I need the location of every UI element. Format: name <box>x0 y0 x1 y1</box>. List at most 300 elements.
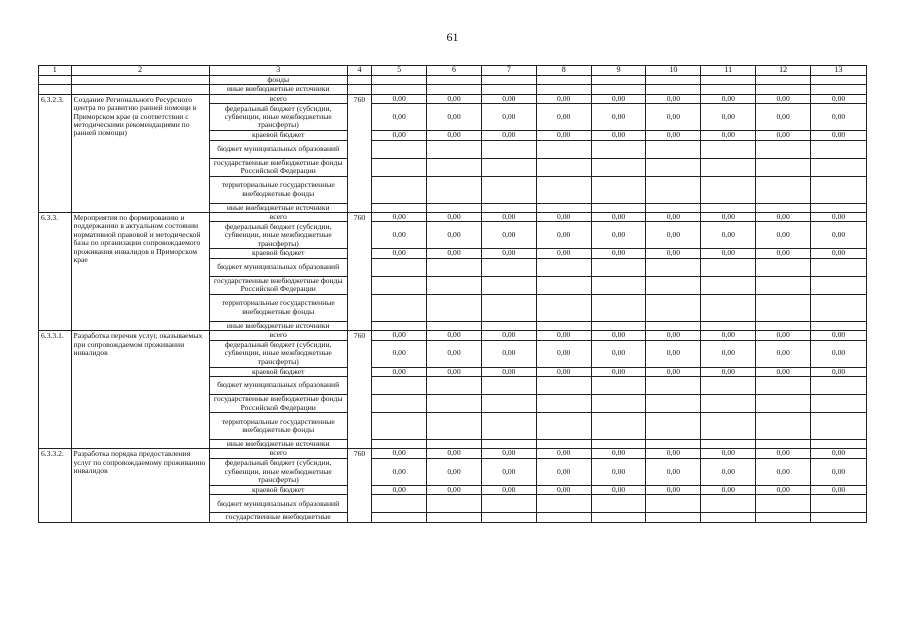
value-cell <box>481 203 536 212</box>
name-cell <box>71 85 209 94</box>
value-cell <box>427 258 482 276</box>
value-cell: 0,00 <box>536 449 591 458</box>
page-number: 61 <box>446 30 459 44</box>
value-cell <box>372 395 427 413</box>
value-cell <box>701 176 756 203</box>
value-cell: 0,00 <box>646 485 701 494</box>
item-name-cell: Мероприятия по формированию и поддержанию в актуальном состоянии нормативной правовой и методической базы по организации сопровождаемого проживания инвалидов в Приморском крае <box>71 213 209 331</box>
value-cell <box>536 158 591 176</box>
value-cell: 0,00 <box>427 485 482 494</box>
value-cell: 0,00 <box>591 367 646 376</box>
source-cell: бюджет муниципальных образований <box>209 495 347 513</box>
col4-cell: 760 <box>347 213 371 331</box>
value-cell: 0,00 <box>427 222 482 249</box>
column-header: 10 <box>646 66 701 76</box>
value-cell <box>756 76 811 85</box>
value-cell: 0,00 <box>536 485 591 494</box>
value-cell <box>756 413 811 440</box>
value-cell <box>372 258 427 276</box>
value-cell <box>756 85 811 94</box>
source-cell: государственные внебюджетные фонды Российской Федерации <box>209 158 347 176</box>
value-cell <box>481 158 536 176</box>
table-body <box>39 66 867 523</box>
value-cell: 0,00 <box>701 94 756 103</box>
value-cell: 0,00 <box>427 458 482 485</box>
value-cell <box>701 85 756 94</box>
item-name-cell: Создание Регионального Ресурсного центра по развитию ранней помощи в Приморском крае (в соответствии с методическими рекомендациями по ранней помощи) <box>71 94 209 212</box>
value-cell: 0,00 <box>591 449 646 458</box>
value-cell: 0,00 <box>591 131 646 140</box>
value-cell <box>591 321 646 330</box>
value-cell: 0,00 <box>701 367 756 376</box>
value-cell: 0,00 <box>591 213 646 222</box>
item-code-cell: 6.3.3.2. <box>39 449 72 522</box>
value-cell: 0,00 <box>591 458 646 485</box>
source-cell: иные внебюджетные источники <box>209 203 347 212</box>
value-cell: 0,00 <box>372 94 427 103</box>
value-cell: 0,00 <box>756 222 811 249</box>
value-cell: 0,00 <box>811 249 867 258</box>
value-cell: 0,00 <box>811 340 867 367</box>
value-cell <box>536 395 591 413</box>
source-cell: государственные внебюджетные фонды Российской Федерации <box>209 395 347 413</box>
column-header: 8 <box>536 66 591 76</box>
value-cell <box>372 495 427 513</box>
value-cell <box>646 294 701 321</box>
source-cell: бюджет муниципальных образований <box>209 258 347 276</box>
column-header: 7 <box>481 66 536 76</box>
value-cell: 0,00 <box>481 340 536 367</box>
value-cell <box>646 495 701 513</box>
source-cell: краевой бюджет <box>209 485 347 494</box>
value-cell: 0,00 <box>756 131 811 140</box>
source-cell: федеральный бюджет (субсидии, субвенции, иные межбюджетные трансферты) <box>209 340 347 367</box>
source-cell: территориальные государственные внебюджетные фонды <box>209 413 347 440</box>
value-cell <box>701 440 756 449</box>
value-cell <box>646 85 701 94</box>
column-header: 1 <box>39 66 72 76</box>
value-cell <box>536 276 591 294</box>
value-cell <box>756 377 811 395</box>
value-cell: 0,00 <box>756 340 811 367</box>
value-cell <box>481 140 536 158</box>
value-cell <box>646 395 701 413</box>
value-cell <box>427 495 482 513</box>
value-cell <box>427 377 482 395</box>
value-cell <box>756 513 811 522</box>
value-cell <box>481 276 536 294</box>
value-cell <box>701 321 756 330</box>
value-cell: 0,00 <box>481 104 536 131</box>
source-cell: территориальные государственные внебюджетные фонды <box>209 294 347 321</box>
value-cell <box>372 413 427 440</box>
value-cell: 0,00 <box>372 449 427 458</box>
value-cell: 0,00 <box>427 104 482 131</box>
budget-table <box>38 65 867 523</box>
value-cell: 0,00 <box>646 340 701 367</box>
value-cell: 0,00 <box>536 458 591 485</box>
value-cell: 0,00 <box>701 331 756 340</box>
value-cell <box>536 495 591 513</box>
value-cell <box>591 85 646 94</box>
value-cell: 0,00 <box>536 104 591 131</box>
value-cell <box>811 85 867 94</box>
value-cell <box>591 440 646 449</box>
source-cell: бюджет муниципальных образований <box>209 377 347 395</box>
col4-cell <box>347 76 371 85</box>
source-cell: государственные внебюджетные фонды Российской Федерации <box>209 276 347 294</box>
value-cell: 0,00 <box>427 249 482 258</box>
value-cell <box>427 176 482 203</box>
value-cell <box>701 203 756 212</box>
value-cell <box>481 413 536 440</box>
item-name-cell: Разработка порядка предоставления услуг по сопровождаемому проживанию инвалидов <box>71 449 209 522</box>
source-cell: всего <box>209 449 347 458</box>
value-cell: 0,00 <box>372 340 427 367</box>
value-cell: 0,00 <box>646 222 701 249</box>
value-cell: 0,00 <box>372 367 427 376</box>
column-header: 9 <box>591 66 646 76</box>
source-cell: федеральный бюджет (субсидии, субвенции, иные межбюджетные трансферты) <box>209 458 347 485</box>
value-cell <box>481 513 536 522</box>
value-cell: 0,00 <box>481 485 536 494</box>
value-cell: 0,00 <box>701 340 756 367</box>
value-cell: 0,00 <box>372 104 427 131</box>
value-cell <box>481 440 536 449</box>
value-cell <box>427 440 482 449</box>
value-cell <box>372 513 427 522</box>
value-cell: 0,00 <box>646 94 701 103</box>
value-cell <box>701 413 756 440</box>
value-cell: 0,00 <box>372 222 427 249</box>
value-cell <box>591 76 646 85</box>
value-cell <box>536 413 591 440</box>
value-cell <box>427 76 482 85</box>
value-cell <box>427 321 482 330</box>
name-cell <box>71 76 209 85</box>
value-cell: 0,00 <box>591 104 646 131</box>
value-cell <box>481 258 536 276</box>
value-cell: 0,00 <box>701 249 756 258</box>
value-cell: 0,00 <box>591 94 646 103</box>
source-cell: федеральный бюджет (субсидии, субвенции, иные межбюджетные трансферты) <box>209 104 347 131</box>
value-cell <box>481 495 536 513</box>
source-cell: территориальные государственные внебюджетные фонды <box>209 176 347 203</box>
value-cell: 0,00 <box>372 458 427 485</box>
value-cell <box>811 176 867 203</box>
value-cell <box>372 294 427 321</box>
value-cell: 0,00 <box>756 213 811 222</box>
value-cell: 0,00 <box>481 131 536 140</box>
value-cell: 0,00 <box>646 213 701 222</box>
value-cell <box>536 203 591 212</box>
value-cell <box>701 76 756 85</box>
value-cell: 0,00 <box>536 131 591 140</box>
value-cell <box>481 76 536 85</box>
value-cell: 0,00 <box>811 131 867 140</box>
value-cell <box>646 158 701 176</box>
value-cell <box>591 158 646 176</box>
value-cell: 0,00 <box>811 222 867 249</box>
value-cell: 0,00 <box>756 485 811 494</box>
value-cell <box>481 395 536 413</box>
value-cell <box>591 140 646 158</box>
value-cell: 0,00 <box>811 367 867 376</box>
col4-cell: 760 <box>347 331 371 449</box>
source-cell: всего <box>209 213 347 222</box>
value-cell: 0,00 <box>701 222 756 249</box>
item-code-cell: 6.3.2.3. <box>39 94 72 212</box>
column-header: 4 <box>347 66 371 76</box>
value-cell <box>646 203 701 212</box>
value-cell <box>427 513 482 522</box>
value-cell: 0,00 <box>481 367 536 376</box>
value-cell: 0,00 <box>701 213 756 222</box>
item-code-cell: 6.3.3. <box>39 213 72 331</box>
value-cell <box>701 513 756 522</box>
value-cell: 0,00 <box>536 331 591 340</box>
value-cell: 0,00 <box>372 331 427 340</box>
value-cell <box>701 294 756 321</box>
value-cell: 0,00 <box>811 449 867 458</box>
value-cell: 0,00 <box>646 104 701 131</box>
value-cell: 0,00 <box>646 458 701 485</box>
value-cell: 0,00 <box>591 485 646 494</box>
value-cell: 0,00 <box>701 131 756 140</box>
value-cell <box>536 294 591 321</box>
value-cell <box>427 294 482 321</box>
column-header: 11 <box>701 66 756 76</box>
value-cell <box>756 495 811 513</box>
table-row <box>39 449 867 458</box>
value-cell <box>591 276 646 294</box>
value-cell <box>756 395 811 413</box>
value-cell <box>372 176 427 203</box>
value-cell: 0,00 <box>811 104 867 131</box>
source-cell: иные внебюджетные источники <box>209 440 347 449</box>
source-cell: краевой бюджет <box>209 131 347 140</box>
value-cell: 0,00 <box>756 94 811 103</box>
value-cell <box>756 158 811 176</box>
value-cell <box>372 158 427 176</box>
value-cell: 0,00 <box>536 249 591 258</box>
value-cell: 0,00 <box>536 213 591 222</box>
value-cell <box>646 413 701 440</box>
value-cell: 0,00 <box>701 104 756 131</box>
value-cell <box>646 377 701 395</box>
table-row <box>39 94 867 103</box>
value-cell <box>811 276 867 294</box>
value-cell <box>756 276 811 294</box>
value-cell: 0,00 <box>591 222 646 249</box>
value-cell <box>811 495 867 513</box>
value-cell <box>811 294 867 321</box>
value-cell <box>646 258 701 276</box>
value-cell <box>481 377 536 395</box>
value-cell <box>646 440 701 449</box>
value-cell: 0,00 <box>481 222 536 249</box>
value-cell <box>372 76 427 85</box>
table-row <box>39 85 867 94</box>
value-cell: 0,00 <box>427 213 482 222</box>
value-cell <box>591 203 646 212</box>
value-cell: 0,00 <box>756 449 811 458</box>
column-header: 3 <box>209 66 347 76</box>
value-cell <box>536 321 591 330</box>
value-cell <box>427 85 482 94</box>
value-cell <box>481 321 536 330</box>
value-cell: 0,00 <box>756 367 811 376</box>
value-cell <box>701 140 756 158</box>
col4-cell <box>347 85 371 94</box>
source-cell: бюджет муниципальных образований <box>209 140 347 158</box>
value-cell: 0,00 <box>536 367 591 376</box>
value-cell <box>536 513 591 522</box>
value-cell <box>536 140 591 158</box>
value-cell <box>591 377 646 395</box>
value-cell <box>811 377 867 395</box>
value-cell <box>372 377 427 395</box>
value-cell: 0,00 <box>811 213 867 222</box>
value-cell <box>811 513 867 522</box>
budget-table-container <box>38 65 867 523</box>
source-cell: всего <box>209 94 347 103</box>
value-cell <box>591 395 646 413</box>
table-row <box>39 213 867 222</box>
value-cell <box>811 203 867 212</box>
value-cell <box>372 203 427 212</box>
value-cell: 0,00 <box>646 367 701 376</box>
value-cell: 0,00 <box>427 94 482 103</box>
value-cell <box>646 140 701 158</box>
value-cell <box>427 203 482 212</box>
code-cell <box>39 85 72 94</box>
value-cell <box>591 258 646 276</box>
value-cell: 0,00 <box>536 340 591 367</box>
value-cell <box>646 321 701 330</box>
value-cell <box>536 76 591 85</box>
value-cell: 0,00 <box>701 449 756 458</box>
value-cell <box>646 76 701 85</box>
value-cell <box>701 377 756 395</box>
value-cell <box>536 440 591 449</box>
value-cell <box>481 176 536 203</box>
value-cell <box>372 276 427 294</box>
value-cell <box>591 495 646 513</box>
value-cell: 0,00 <box>646 249 701 258</box>
value-cell <box>591 176 646 203</box>
source-cell: иные внебюджетные источники <box>209 321 347 330</box>
value-cell: 0,00 <box>536 94 591 103</box>
value-cell <box>536 377 591 395</box>
source-cell: иные внебюджетные источники <box>209 85 347 94</box>
value-cell <box>591 513 646 522</box>
header-row <box>39 66 867 76</box>
value-cell: 0,00 <box>372 131 427 140</box>
source-cell: краевой бюджет <box>209 367 347 376</box>
value-cell <box>536 85 591 94</box>
value-cell: 0,00 <box>756 104 811 131</box>
value-cell <box>372 440 427 449</box>
value-cell <box>372 321 427 330</box>
value-cell <box>756 321 811 330</box>
value-cell <box>536 176 591 203</box>
value-cell: 0,00 <box>427 331 482 340</box>
column-header: 13 <box>811 66 867 76</box>
value-cell: 0,00 <box>756 458 811 485</box>
value-cell: 0,00 <box>481 449 536 458</box>
value-cell <box>811 321 867 330</box>
col4-cell: 760 <box>347 449 371 522</box>
value-cell: 0,00 <box>481 94 536 103</box>
col4-cell: 760 <box>347 94 371 212</box>
value-cell <box>701 258 756 276</box>
value-cell: 0,00 <box>427 367 482 376</box>
value-cell <box>427 140 482 158</box>
value-cell: 0,00 <box>811 458 867 485</box>
value-cell <box>591 294 646 321</box>
value-cell: 0,00 <box>481 331 536 340</box>
source-cell: фонды <box>209 76 347 85</box>
value-cell: 0,00 <box>591 331 646 340</box>
value-cell <box>756 440 811 449</box>
value-cell: 0,00 <box>481 213 536 222</box>
column-header: 6 <box>427 66 482 76</box>
source-cell: краевой бюджет <box>209 249 347 258</box>
column-header: 5 <box>372 66 427 76</box>
value-cell <box>372 140 427 158</box>
value-cell <box>756 176 811 203</box>
value-cell: 0,00 <box>427 340 482 367</box>
value-cell <box>811 395 867 413</box>
value-cell: 0,00 <box>591 340 646 367</box>
value-cell <box>756 258 811 276</box>
value-cell <box>427 276 482 294</box>
value-cell: 0,00 <box>372 249 427 258</box>
value-cell: 0,00 <box>372 213 427 222</box>
column-header: 2 <box>71 66 209 76</box>
value-cell <box>701 276 756 294</box>
item-code-cell: 6.3.3.1. <box>39 331 72 449</box>
value-cell <box>646 513 701 522</box>
table-row <box>39 331 867 340</box>
value-cell <box>811 413 867 440</box>
value-cell: 0,00 <box>756 249 811 258</box>
value-cell: 0,00 <box>701 458 756 485</box>
value-cell <box>427 413 482 440</box>
value-cell: 0,00 <box>646 131 701 140</box>
value-cell <box>811 140 867 158</box>
value-cell: 0,00 <box>646 331 701 340</box>
value-cell <box>756 294 811 321</box>
value-cell <box>646 176 701 203</box>
code-cell <box>39 76 72 85</box>
value-cell: 0,00 <box>536 222 591 249</box>
column-header: 12 <box>756 66 811 76</box>
item-name-cell: Разработка перечня услуг, оказываемых при сопровождаемом проживании инвалидов <box>71 331 209 449</box>
value-cell <box>811 76 867 85</box>
value-cell: 0,00 <box>811 485 867 494</box>
value-cell <box>701 395 756 413</box>
value-cell <box>427 395 482 413</box>
source-cell: всего <box>209 331 347 340</box>
value-cell <box>811 440 867 449</box>
value-cell <box>756 140 811 158</box>
value-cell <box>811 158 867 176</box>
table-row <box>39 76 867 85</box>
value-cell: 0,00 <box>701 485 756 494</box>
value-cell: 0,00 <box>756 331 811 340</box>
